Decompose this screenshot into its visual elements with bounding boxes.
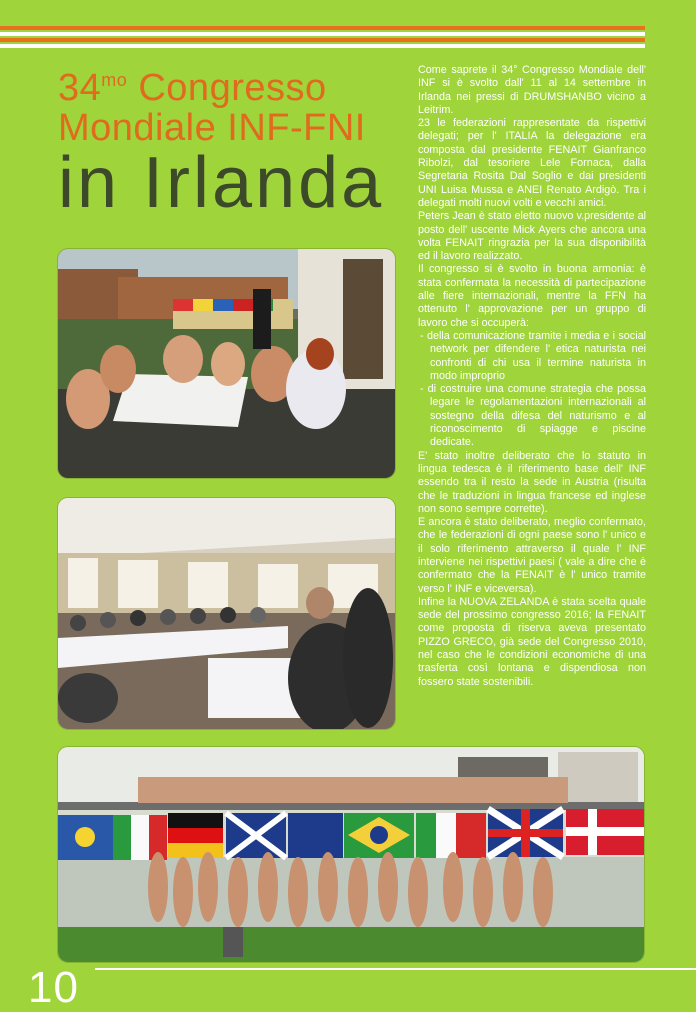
page-number: 10 [28,963,79,1012]
footer-rule [95,968,696,970]
bullet-item: - della comunicazione tramite i media e i social network per difendere l' etica naturista nei confronti di chi usa il termine naturista in modo improprio [418,330,646,383]
article-body [418,64,646,689]
paragraph-7: Infine la NUOVA ZELANDA è stata scelta quale sede del prossimo congresso 2016; la FENAIT come proposta di riserva aveva presentato PIZZO GRECO, già sede del Congresso 2010, nel caso che le condizioni economiche di una trasferta così lontana e dispendiosa non fossero state sostenibili. [418,595,646,688]
title-line-2: Mondiale INF-FNI [58,107,366,149]
header-stripes [0,26,645,50]
photo-outdoor-meeting [58,249,395,478]
bullet-item: - di costruire una comune strategia che possa legare le regolamentazioni internazionali al sostegno della difesa del naturismo e al riconoscimento di spiagge e piscine dedicate. [418,383,646,449]
title-line-1: $34^{mo}$ Congresso [58,67,327,109]
photo-group-flags [58,747,644,962]
paragraph-1: Come saprete il 34° Congresso Mondiale dell' INF si è svolto dall' 11 al 14 settembre in Irlanda nei pressi di DRUMSHANBO vicino a Leitrim. [418,64,646,116]
title-line-3: in Irlanda [58,143,385,223]
paragraph-3: Peters Jean è stato eletto nuovo v.presidente al posto dell' uscente Mick Ayers che ancora una volta FENAIT ringrazia per la sua disponibilità ed il lavoro realizzato. [418,210,646,263]
paragraph-4: Il congresso si è svolto in buona armonia: è stata confermata la necessità di partecipazione alle fiere internazionali, mentre la FFN ha ottenuto l' approvazione per un gruppo di lavoro che si occuperà: [418,263,646,329]
paragraph-6: E ancora è stato deliberato, meglio confermato, che le federazioni di ogni paese sono l' unico e il solo riferimento attraverso il quale l' INF interviene nei rispettivi paesi ( vale a dire che è confermato che la FENAIT è l' unico tramite verso l' INF e viceversa). [418,516,646,595]
bullet-list [418,330,646,450]
article-title [58,60,408,223]
paragraph-2: 23 le federazioni rappresentate da rispettivi delegati; per l' ITALIA la delegazione era composta dal presidente FENAIT Gianfranco Ribolzi, dal tesoriere Lele Fornaca, dalla Segretaria Rosita Dal Soglio e dai presidenti UNI Luisa Mussa e ANEI Renato Ardigò. Tra i delegati molti nuovi volti e vecchi amici. [418,117,646,209]
paragraph-5: E' stato inoltre deliberato che lo statuto in lingua tedesca è il riferimento base dell' INF essendo tra il resto la sede in Austria (risulta che le traduzioni in lingua francese ed inglese non sono sempre corrette). [418,449,646,515]
photo-conference-room [58,498,395,729]
